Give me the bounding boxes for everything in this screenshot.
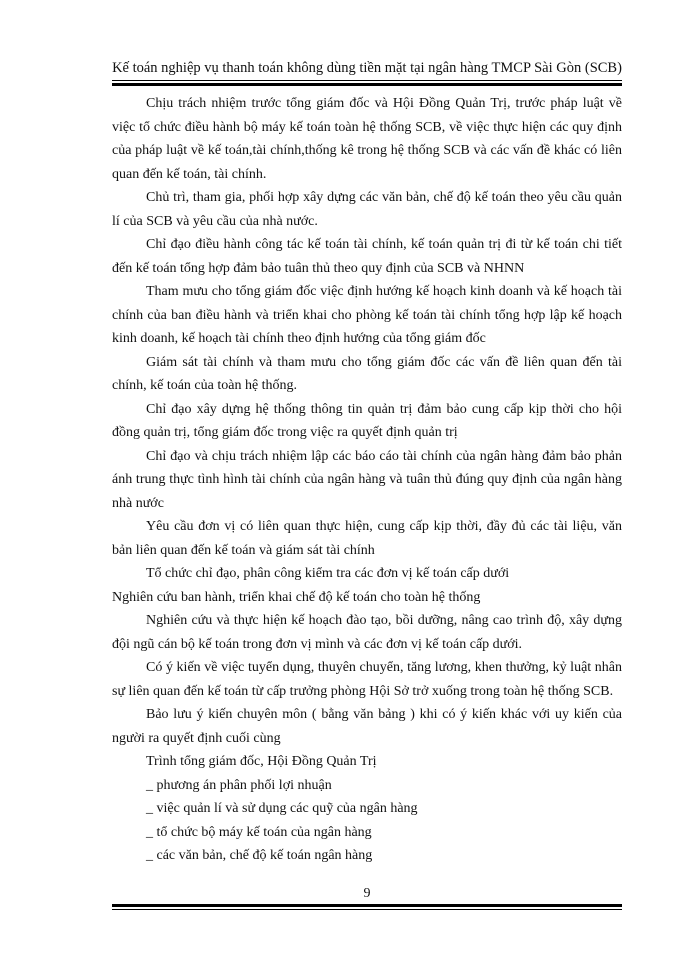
header-rule-thin — [112, 80, 622, 81]
paragraph: Chỉ đạo và chịu trách nhiệm lập các báo cáo tài chính của ngân hàng đảm bảo phản ánh trung thực tình hình tài chính của ngân hàng và tuân thủ đúng quy định của ngân hàng nhà nước — [112, 448, 622, 511]
paragraph: Bảo lưu ý kiến chuyên môn ( bằng văn bảng ) khi có ý kiến khác với uy kiến của người ra quyết định cuối cùng — [112, 707, 622, 746]
paragraph: Tham mưu cho tổng giám đốc việc định hướng kế hoạch kinh doanh và kế hoạch tài chính của ban điều hành và triển khai cho phòng kế toán tài chính tổng hợp lập kế hoạch kinh doanh, kế hoạch tài chính theo định hướng của tổng giám đốc — [112, 284, 622, 346]
list-item: _ phương án phân phối lợi nhuận — [146, 777, 332, 793]
paragraph: Chủ trì, tham gia, phối hợp xây dựng các văn bản, chế độ kế toán theo yêu cầu quản lí của SCB và yêu cầu của nhà nước. — [112, 190, 622, 229]
footer-rule-thin — [112, 909, 622, 910]
paragraph: Chịu trách nhiệm trước tổng giám đốc và Hội Đồng Quản Trị, trước pháp luật về việc tổ chức điều hành bộ máy kế toán toàn hệ thống SCB, về việc thực hiện các quy định của pháp luật về kế toán,tài chính,thống kê trong hệ thống SCB và các vấn đề khác có liên quan đến kế toán, tài chính. — [112, 96, 622, 182]
list-item: _ việc quản lí và sử dụng các quỹ của ngân hàng — [146, 801, 418, 816]
paragraph: Yêu cầu đơn vị có liên quan thực hiện, cung cấp kịp thời, đầy đủ các tài liệu, văn bản liên quan đến kế toán và giám sát tài chính — [112, 519, 622, 558]
page-number: 9 — [363, 886, 371, 901]
paragraph: Nghiên cứu và thực hiện kế hoạch đào tạo, bồi dưỡng, nâng cao trình độ, xây dựng đội ngũ cán bộ kế toán trong đơn vị mình và các đơn vị kế toán cấp dưới. — [112, 613, 622, 652]
paragraph: Có ý kiến về việc tuyển dụng, thuyên chuyển, tăng lương, khen thưởng, kỷ luật nhân sự liên quan đến kế toán từ cấp trưởng phòng Hội Sở trở xuống trong toàn hệ thống SCB. — [112, 660, 622, 699]
list-heading: Trình tổng giám đốc, Hội Đồng Quản Trị — [146, 754, 377, 769]
header-rule-thick — [112, 83, 622, 86]
paragraph: Giám sát tài chính và tham mưu cho tổng giám đốc các vấn đề liên quan đến tài chính, kế toán của toàn hệ thống. — [112, 354, 622, 393]
list-item: _ tổ chức bộ máy kế toán của ngân hàng — [146, 824, 372, 840]
body-text — [112, 92, 622, 868]
footer-rule-thick — [112, 904, 622, 907]
paragraph: Nghiên cứu ban hành, triển khai chế độ kế toán cho toàn hệ thống — [112, 589, 481, 605]
running-header: Kế toán nghiệp vụ thanh toán không dùng tiền mặt tại ngân hàng TMCP Sài Gòn (SCB) — [112, 60, 622, 76]
paragraph: Chỉ đạo điều hành công tác kế toán tài chính, kế toán quản trị đi từ kế toán chi tiết đến kế toán tổng hợp đảm bảo tuân thủ theo quy định của SCB và NHNN — [112, 237, 622, 276]
paragraph: Chỉ đạo xây dựng hệ thống thông tin quản trị đảm bảo cung cấp kịp thời cho hội đồng quản trị, tổng giám đốc trong việc ra quyết định quản trị — [112, 401, 622, 440]
paragraph: Tổ chức chỉ đạo, phân công kiểm tra các đơn vị kế toán cấp dưới — [146, 566, 510, 581]
list-item: _ các văn bản, chế độ kế toán ngân hàng — [146, 848, 373, 863]
